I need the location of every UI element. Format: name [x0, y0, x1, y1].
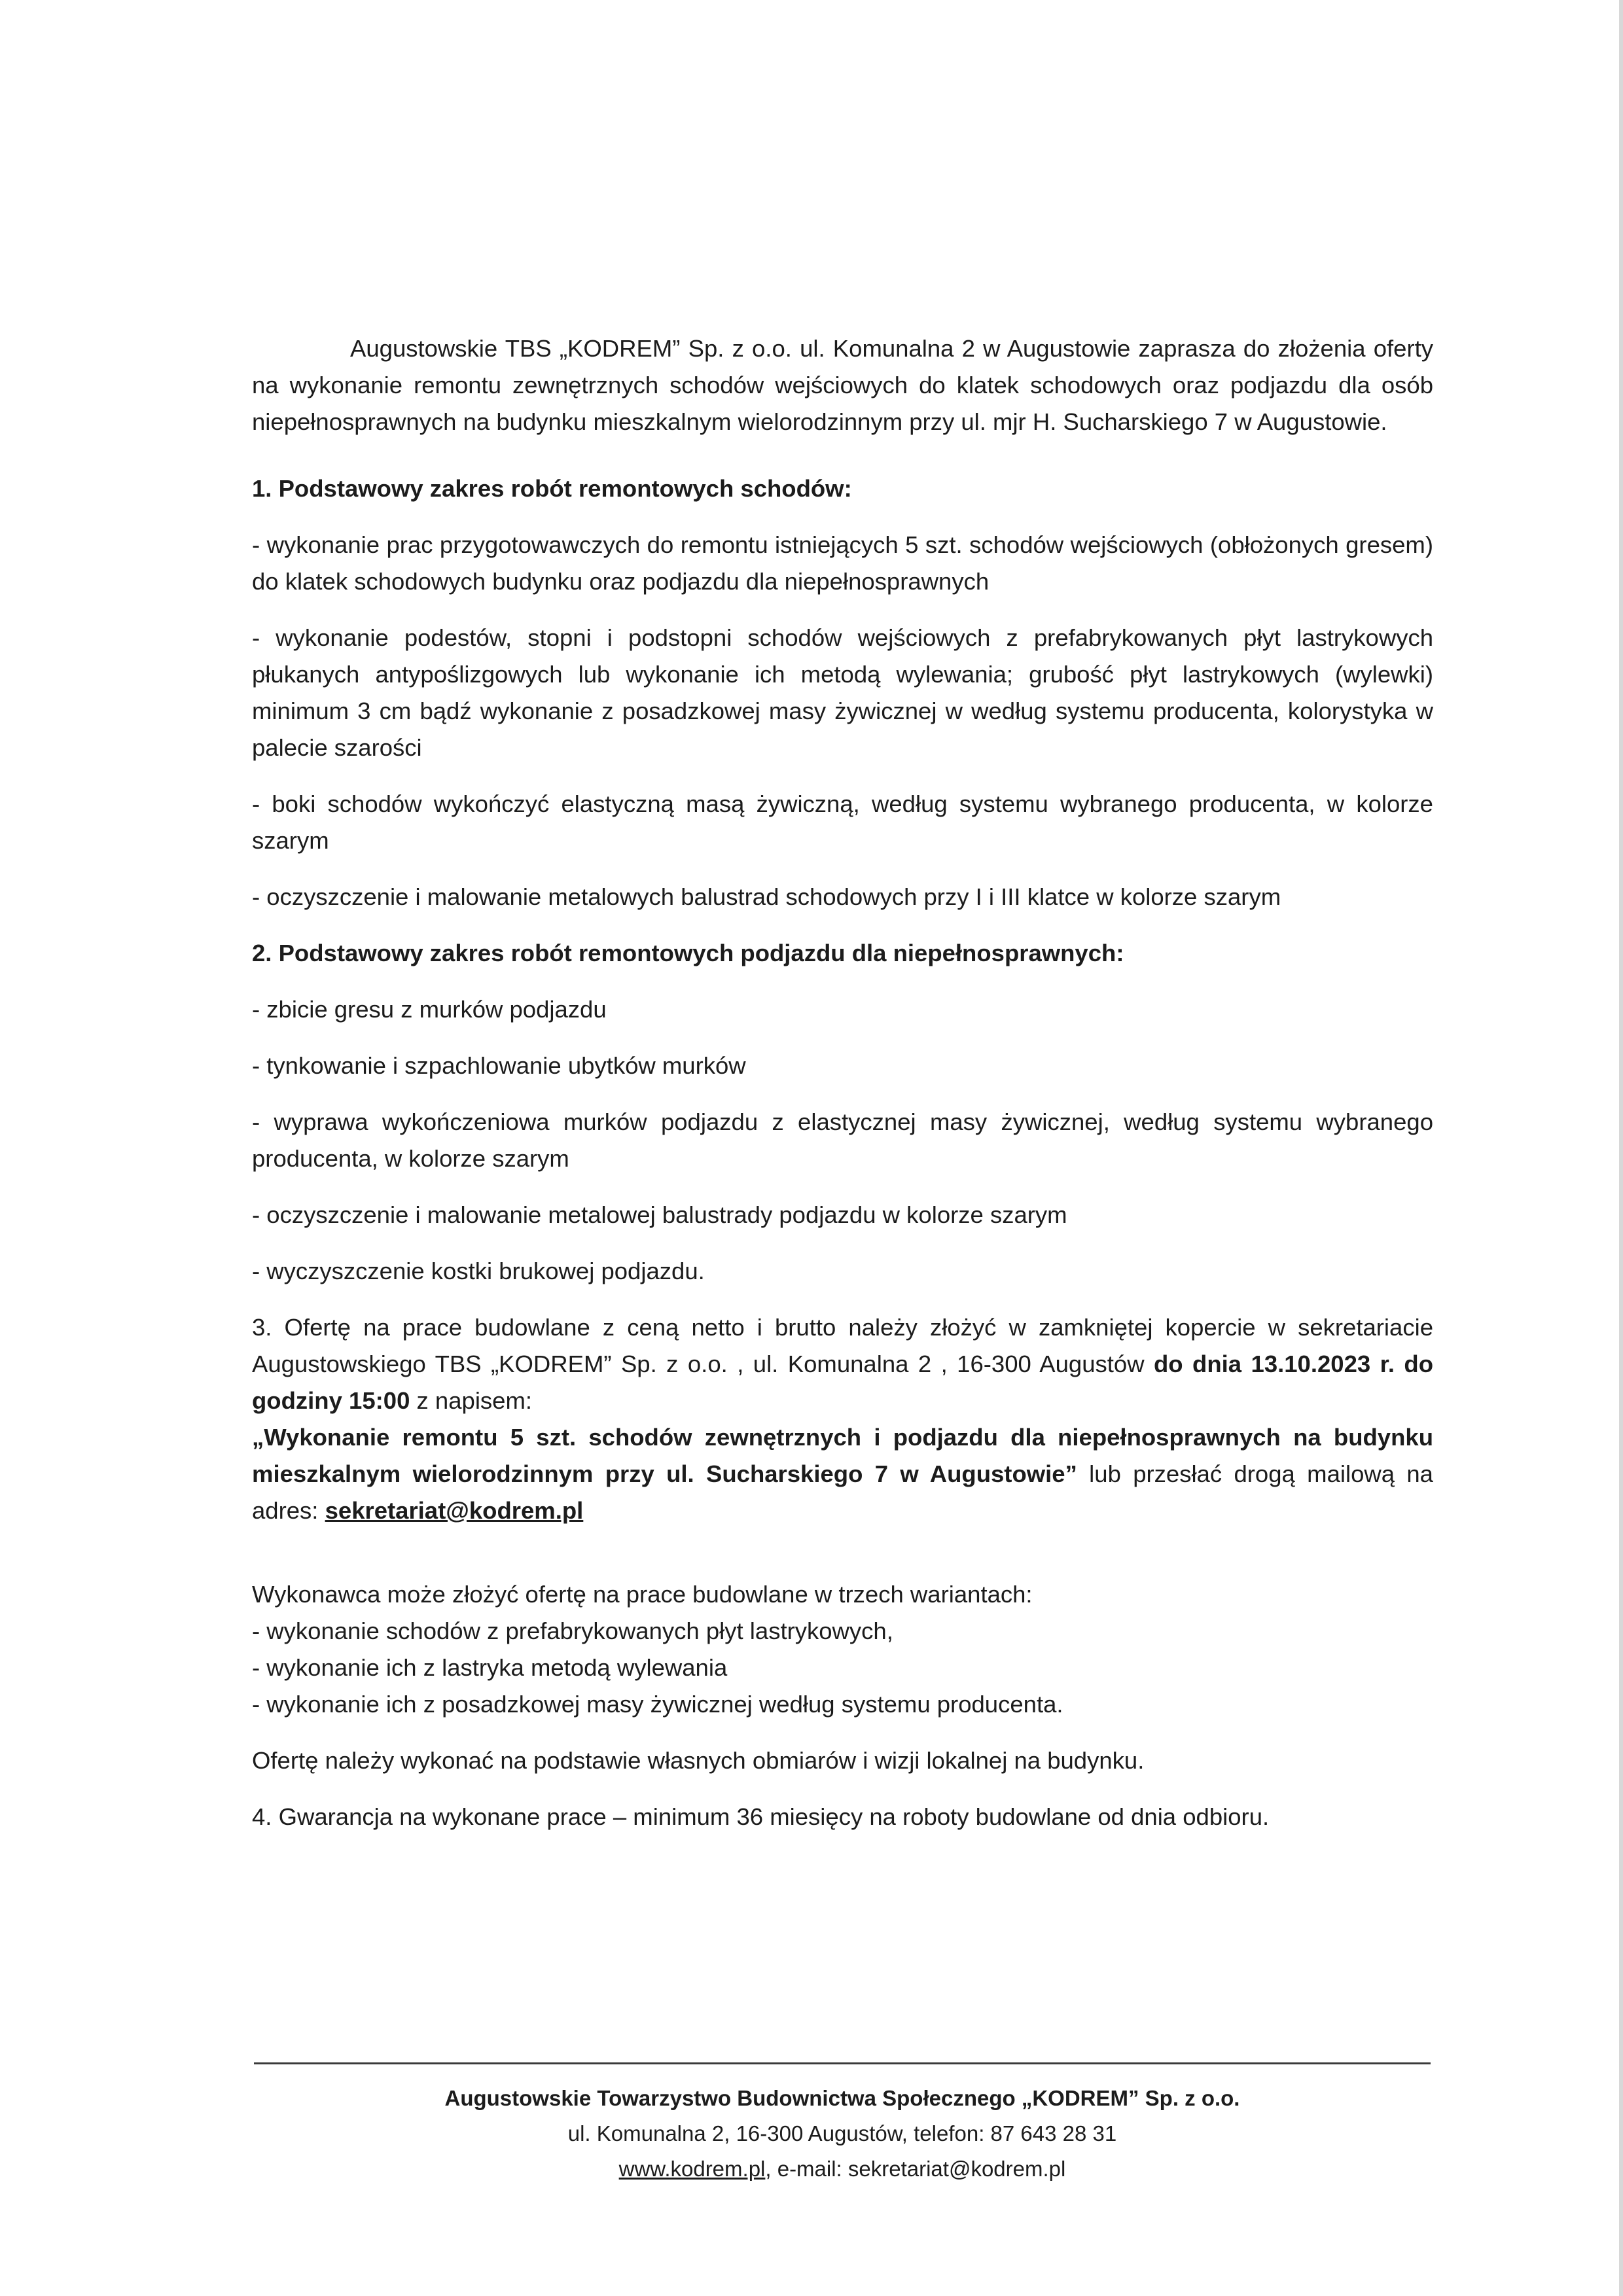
footer-organization: Augustowskie Towarzystwo Budownictwa Społecznego „KODREM” Sp. z o.o.	[444, 2086, 1240, 2110]
section-2-heading: 2. Podstawowy zakres robót remontowych podjazdu dla niepełnosprawnych:	[252, 940, 1124, 966]
variant-item: - wykonanie ich z lastryka metodą wylewania	[252, 1654, 728, 1681]
section-3-paragraph	[252, 1309, 1433, 1529]
measurement-note: Ofertę należy wykonać na podstawie własnych obmiarów i wizji lokalnej na budynku.	[252, 1747, 1145, 1774]
section-2-item: - oczyszczenie i malowanie metalowej balustrady podjazdu w kolorze szarym	[252, 1201, 1067, 1228]
section-4-warranty: 4. Gwarancja na wykonane prace – minimum 36 miesięcy na roboty budowlane od dnia odbioru.	[252, 1803, 1270, 1830]
section-2-item: - wyczyszczenie kostki brukowej podjazdu.	[252, 1258, 705, 1284]
variant-item: - wykonanie schodów z prefabrykowanych płyt lastrykowych,	[252, 1617, 893, 1644]
footer-address: ul. Komunalna 2, 16-300 Augustów, telefon: 87 643 28 31	[567, 2121, 1117, 2146]
section-1-item: - oczyszczenie i malowanie metalowych balustrad schodowych przy I i III klatce w kolorze szarym	[252, 883, 1281, 910]
offer-email-link[interactable]: sekretariat@kodrem.pl	[325, 1497, 584, 1524]
footer-email: , e-mail: sekretariat@kodrem.pl	[765, 2157, 1066, 2181]
footer-contact	[254, 2151, 1431, 2187]
section-1-item: - boki schodów wykończyć elastyczną masą żywiczną, według systemu wybranego producenta, w kolorze szarym	[252, 790, 1433, 854]
section-2-item: - zbicie gresu z murków podjazdu	[252, 996, 607, 1023]
footer-divider	[254, 2062, 1431, 2064]
footer	[254, 2081, 1431, 2187]
section-1-item: - wykonanie prac przygotowawczych do remontu istniejących 5 szt. schodów wejściowych (obłożonych gresem) do klatek schodowych budynku oraz podjazdu dla niepełnosprawnych	[252, 531, 1433, 595]
section-1-heading: 1. Podstawowy zakres robót remontowych schodów:	[252, 475, 852, 502]
intro-paragraph: Augustowskie TBS „KODREM” Sp. z o.o. ul. Komunalna 2 w Augustowie zaprasza do złożenia oferty na wykonanie remontu zewnętrznych schodów wejściowych do klatek schodowych oraz podjazdu dla osób niepełnosprawnych na budynku mieszkalnym wielorodzinnym przy ul. mjr H. Sucharskiego 7 w Augustowie.	[252, 335, 1433, 435]
offer-envelope-title: „Wykonanie remontu 5 szt. schodów zewnętrznych i podjazdu dla niepełnosprawnych na budynku mieszkalnym wielorodzinnym przy ul. Sucharskiego 7 w Augustowie”	[252, 1424, 1433, 1487]
offer-deadline: do dnia 13.10.2023 r. do godziny 15:00	[252, 1351, 1433, 1414]
variant-item: - wykonanie ich z posadzkowej masy żywicznej według systemu producenta.	[252, 1691, 1063, 1718]
section-2-item: - wyprawa wykończeniowa murków podjazdu z elastycznej masy żywicznej, według systemu wybranego producenta, w kolorze szarym	[252, 1108, 1433, 1172]
variants-intro: Wykonawca może złożyć ofertę na prace budowlane w trzech wariantach:	[252, 1581, 1033, 1608]
offer-instructions: 3. Ofertę na prace budowlane z ceną netto i brutto należy złożyć w zamkniętej kopercie w sekretariacie Augustowskiego TBS „KODREM” Sp. z o.o. , ul. Komunalna 2 , 16-300 Augustów	[252, 1314, 1433, 1377]
offer-email-intro: lub przesłać drogą mailową na adres:	[252, 1460, 1433, 1524]
footer-website-link[interactable]: www.kodrem.pl	[618, 2157, 766, 2181]
letter-body	[252, 330, 1433, 1835]
section-1-item: - wykonanie podestów, stopni i podstopni schodów wejściowych z prefabrykowanych płyt lastrykowych płukanych antypoślizgowych lub wykonanie ich metodą wylewania; grubość płyt lastrykowych (wylewki) minimum 3 cm bądź wykonanie z posadzkowej masy żywicznej w według systemu producenta, kolorystyka w palecie szarości	[252, 624, 1433, 761]
section-2-item: - tynkowanie i szpachlowanie ubytków murków	[252, 1052, 746, 1079]
scan-edge	[1619, 0, 1623, 2296]
offer-label-intro: z napisem:	[416, 1387, 533, 1414]
